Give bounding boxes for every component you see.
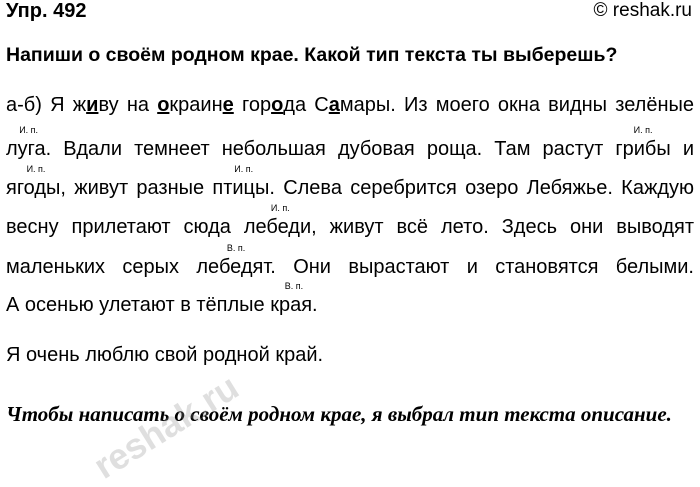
accent-letter: а	[328, 94, 340, 116]
watermark: reshak.ru	[86, 366, 246, 487]
accent-letter: е	[222, 94, 234, 116]
text-line-3: И. п. ягоды, живут разные И. п. птицы. Слева серебрится озеро Лебяжье. Каждую	[6, 164, 694, 199]
annotated-word: И. п. птицы.	[212, 164, 275, 199]
site-copyright: © reshak.ru	[593, 0, 692, 21]
case-tag: И. п.	[19, 125, 39, 135]
annotated-word: В. п. края.	[270, 281, 318, 316]
accent-letter: о	[271, 94, 284, 116]
case-tag: И. п.	[234, 164, 254, 174]
exercise-number: Упр. 492	[6, 0, 87, 22]
annotated-word: В. п. лебедят.	[196, 243, 276, 278]
case-tag: В. п.	[226, 243, 246, 253]
task-text: Напиши о своём родном крае. Какой тип текста ты выберешь?	[6, 44, 618, 66]
text-line-7: Я очень люблю свой родной край.	[6, 344, 324, 366]
annotated-word: И. п. луга.	[6, 125, 52, 160]
header	[6, 0, 692, 26]
case-tag: В. п.	[284, 281, 304, 291]
text-line-5: маленьких серых В. п. лебедят. Они вырастают и становятся белыми.	[6, 243, 694, 278]
annotated-word: И. п. лебеди,	[243, 203, 317, 238]
text-line-1: а-б) Я живу на окраине города Самары. Из моего окна видны зелёные	[6, 94, 695, 116]
text-line-4: весну прилетают сюда И. п. лебеди, живут всё лето. Здесь они выводят	[6, 203, 694, 238]
accent-letter: и	[86, 94, 99, 116]
text-line-6: А осенью улетают в тёплые В. п. края.	[6, 281, 318, 316]
accent-letter: о	[157, 94, 170, 116]
case-tag: И. п.	[26, 164, 46, 174]
annotated-word: И. п. ягоды,	[6, 164, 66, 199]
text-line-2: И. п. луга. Вдали темнеет небольшая дубовая роща. Там растут И. п. грибы и	[6, 125, 694, 160]
case-tag: И. п.	[270, 203, 290, 213]
annotated-word: И. п. грибы	[615, 125, 671, 160]
conclusion-text: Чтобы написать о своём родном крае, я выбрал тип текста описание.	[6, 402, 672, 426]
case-tag: И. п.	[633, 125, 653, 135]
